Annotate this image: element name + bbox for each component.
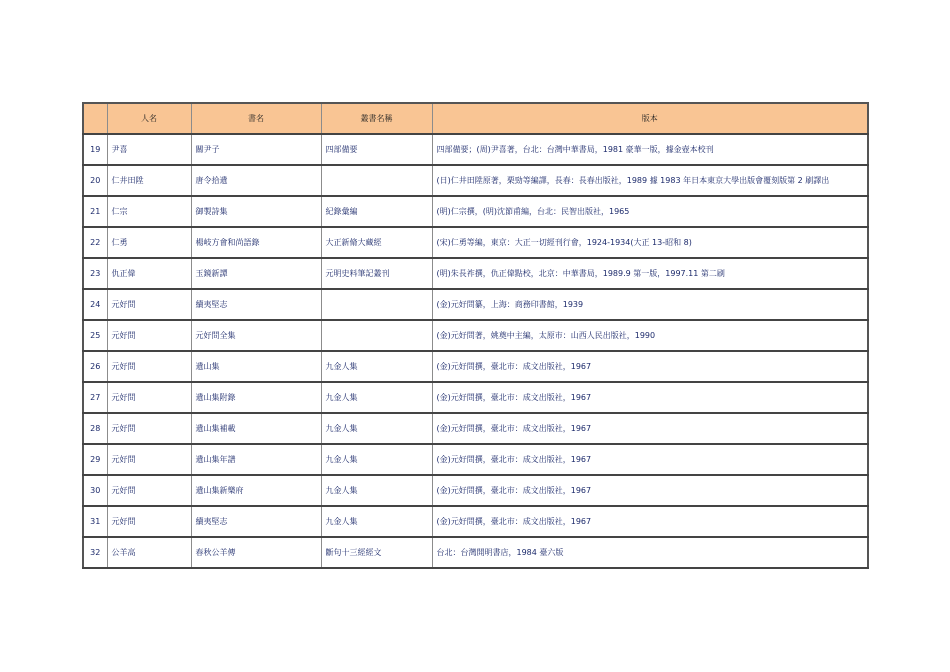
row-number: 26: [83, 351, 107, 382]
person-cell: 仁宗: [107, 196, 191, 227]
person-cell: 公羊高: [107, 537, 191, 568]
edition-cell: (明)朱長祚撰，仇正偉點校，北京：中華書局，1989.9 第一版，1997.11 第二刷: [432, 258, 868, 289]
edition-cell: (金)元好問撰，臺北市：成文出版社，1967: [432, 444, 868, 475]
book-cell: 續夷堅志: [191, 506, 321, 537]
table-row: [83, 475, 868, 506]
table-row: [83, 351, 868, 382]
person-cell: 元好問: [107, 444, 191, 475]
edition-cell: (宋)仁勇等編，東京：大正一切經刊行會，1924-1934(大正 13-昭和 8): [432, 227, 868, 258]
book-cell: 遺山集新樂府: [191, 475, 321, 506]
book-cell: 關尹子: [191, 134, 321, 165]
person-cell: 元好問: [107, 351, 191, 382]
edition-cell: (金)元好問撰，臺北市：成文出版社，1967: [432, 506, 868, 537]
table-row: [83, 537, 868, 568]
header-row: [83, 103, 868, 134]
row-number: 23: [83, 258, 107, 289]
row-number: 21: [83, 196, 107, 227]
table-row: [83, 134, 868, 165]
book-cell: 唐令拾遺: [191, 165, 321, 196]
header-num: [83, 103, 107, 134]
edition-cell: (金)元好問撰，臺北市：成文出版社，1967: [432, 351, 868, 382]
row-number: 24: [83, 289, 107, 320]
book-cell: 續夷堅志: [191, 289, 321, 320]
header-person: 人名: [107, 103, 191, 134]
edition-cell: 四部備要；(周)尹喜著，台北：台灣中華書局，1981 豪華一版，據金壺本校刊: [432, 134, 868, 165]
row-number: 30: [83, 475, 107, 506]
header-book: 書名: [191, 103, 321, 134]
row-number: 28: [83, 413, 107, 444]
book-cell: 遺山集補載: [191, 413, 321, 444]
edition-cell: (金)元好問撰，臺北市：成文出版社，1967: [432, 382, 868, 413]
series-cell: 九金人集: [321, 506, 432, 537]
table-row: [83, 413, 868, 444]
series-cell: 九金人集: [321, 444, 432, 475]
series-cell: 九金人集: [321, 475, 432, 506]
series-cell: [321, 289, 432, 320]
book-cell: 元好問全集: [191, 320, 321, 351]
edition-cell: (明)仁宗撰，(明)沈節甫編，台北：民智出版社，1965: [432, 196, 868, 227]
table-row: [83, 506, 868, 537]
table-row: [83, 196, 868, 227]
series-cell: 紀錄彙編: [321, 196, 432, 227]
person-cell: 元好問: [107, 289, 191, 320]
edition-cell: (金)元好問纂，上海：商務印書館，1939: [432, 289, 868, 320]
row-number: 20: [83, 165, 107, 196]
header-edition: 版本: [432, 103, 868, 134]
series-cell: 九金人集: [321, 413, 432, 444]
series-cell: 元明史料筆記叢刊: [321, 258, 432, 289]
book-cell: 楊岐方會和尚語錄: [191, 227, 321, 258]
person-cell: 元好問: [107, 413, 191, 444]
person-cell: 仁勇: [107, 227, 191, 258]
edition-cell: (日)仁井田陞原著，栗勁等編譯，長春：長春出版社，1989 據 1983 年日本東京大學出版會覆刻版第 2 刷譯出: [432, 165, 868, 196]
series-cell: 斷句十三經經文: [321, 537, 432, 568]
person-cell: 尹喜: [107, 134, 191, 165]
book-cell: 遺山集: [191, 351, 321, 382]
header-series: 叢書名稱: [321, 103, 432, 134]
edition-cell: (金)元好問撰，臺北市：成文出版社，1967: [432, 475, 868, 506]
row-number: 32: [83, 537, 107, 568]
person-cell: 仁井田陞: [107, 165, 191, 196]
book-cell: 玉鏡新譚: [191, 258, 321, 289]
table-row: [83, 227, 868, 258]
person-cell: 元好問: [107, 475, 191, 506]
book-cell: 遺山集附錄: [191, 382, 321, 413]
series-cell: 九金人集: [321, 351, 432, 382]
book-cell: 春秋公羊傳: [191, 537, 321, 568]
row-number: 31: [83, 506, 107, 537]
row-number: 25: [83, 320, 107, 351]
book-cell: 遺山集年譜: [191, 444, 321, 475]
series-cell: [321, 165, 432, 196]
series-cell: [321, 320, 432, 351]
person-cell: 元好問: [107, 506, 191, 537]
row-number: 22: [83, 227, 107, 258]
edition-cell: (金)元好問撰，臺北市：成文出版社，1967: [432, 413, 868, 444]
series-cell: 四部備要: [321, 134, 432, 165]
bibliography-table: [82, 102, 869, 569]
person-cell: 元好問: [107, 382, 191, 413]
table-row: [83, 444, 868, 475]
person-cell: 元好問: [107, 320, 191, 351]
table-body: [83, 134, 868, 568]
table-row: [83, 320, 868, 351]
person-cell: 仇正偉: [107, 258, 191, 289]
series-cell: 九金人集: [321, 382, 432, 413]
row-number: 19: [83, 134, 107, 165]
table-row: [83, 258, 868, 289]
edition-cell: (金)元好問著，姚奠中主編，太原市：山西人民出版社，1990: [432, 320, 868, 351]
table-row: [83, 382, 868, 413]
edition-cell: 台北：台灣開明書店，1984 臺六版: [432, 537, 868, 568]
book-cell: 御製詩集: [191, 196, 321, 227]
series-cell: 大正新脩大藏經: [321, 227, 432, 258]
row-number: 27: [83, 382, 107, 413]
row-number: 29: [83, 444, 107, 475]
table-row: [83, 289, 868, 320]
table-row: [83, 165, 868, 196]
